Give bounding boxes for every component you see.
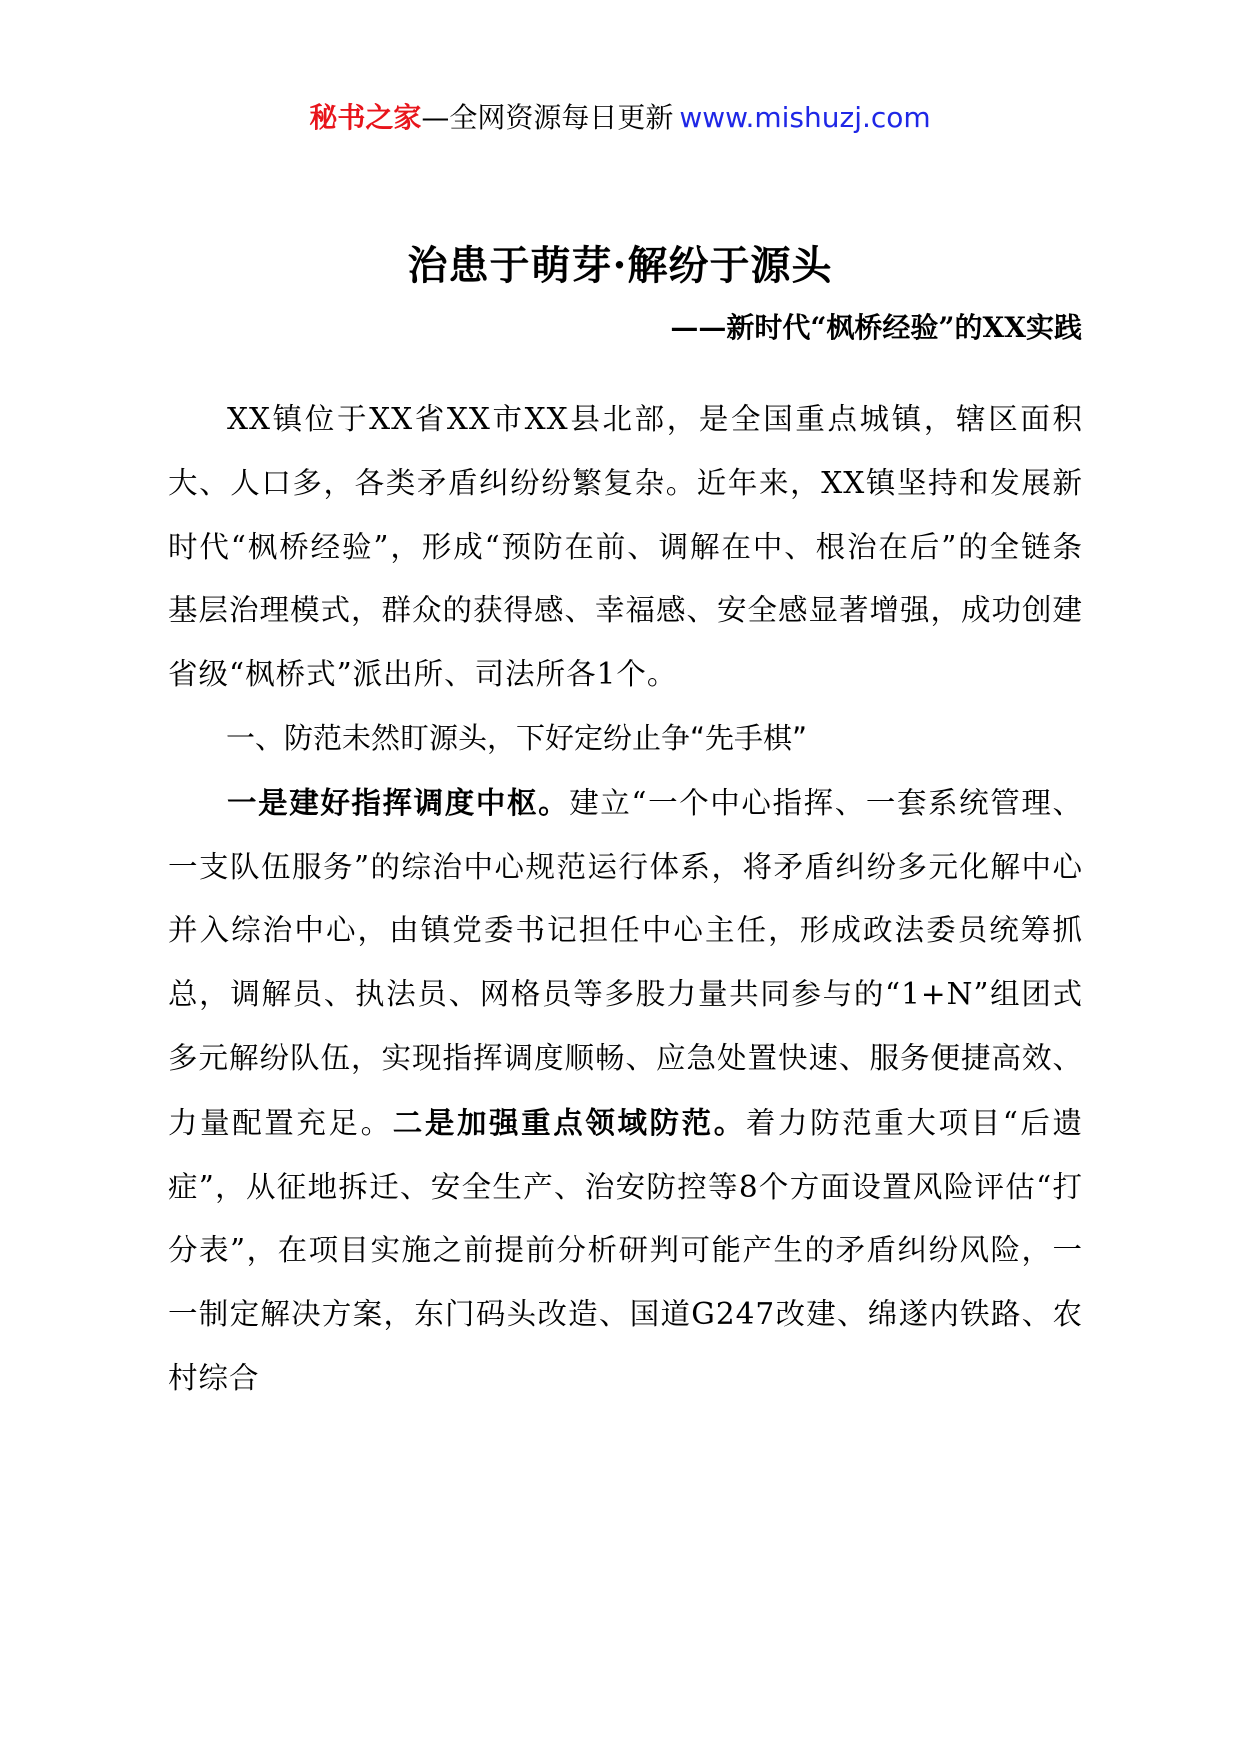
site-url-link[interactable]: www.mishuzj.com [679, 101, 931, 134]
site-header [0, 98, 1240, 138]
site-brand: 秘书之家 [309, 101, 422, 134]
point-2-text: 着力防范重大项目“后遗症”，从征地拆迁、安全生产、治安防控等8个方面设置风险评估“打分表”，在项目实施之前提前分析研判可能产生的矛盾纠纷风险，一一制定解决方案，东门码头改造、国道G247改建、绵遂内铁路、农村综合 [168, 1105, 1083, 1395]
point-1-text: 建立“一个中心指挥、一套系统管理、一支队伍服务”的综治中心规范运行体系，将矛盾纠纷多元化解中心并入综治中心，由镇党委书记担任中心主任，形成政法委员统筹抓总，调解员、执法员、网格员等多股力量共同参与的“1+N”组团式多元解纷队伍，实现指挥调度顺畅、应急处置快速、服务便捷高效、力量配置充足。 [168, 785, 1084, 1140]
document-subtitle: ——新时代“枫桥经验”的XX实践 [670, 311, 1082, 344]
site-slogan: —全网资源每日更新 [421, 101, 674, 134]
point-2-lead: 二是加强重点领域防范。 [392, 1104, 746, 1140]
document-title: 治患于萌芽·解纷于源头 [407, 242, 833, 289]
intro-paragraph: XX镇位于XX省XX市XX县北部，是全国重点城镇，辖区面积大、人口多，各类矛盾纠纷纷繁复杂。近年来，XX镇坚持和发展新时代“枫桥经验”，形成“预防在前、调解在中、根治在后”的全链条基层治理模式，群众的获得感、幸福感、安全感显著增强，成功创建省级“枫桥式”派出所、司法所各1个。 [168, 402, 1084, 692]
point-1-lead: 一是建好指挥调度中枢。 [227, 784, 570, 820]
document-body [168, 388, 1083, 1411]
section-heading: 一、防范未然盯源头，下好定纷止争“先手棋” [226, 720, 808, 755]
section-paragraph [168, 771, 1083, 1411]
